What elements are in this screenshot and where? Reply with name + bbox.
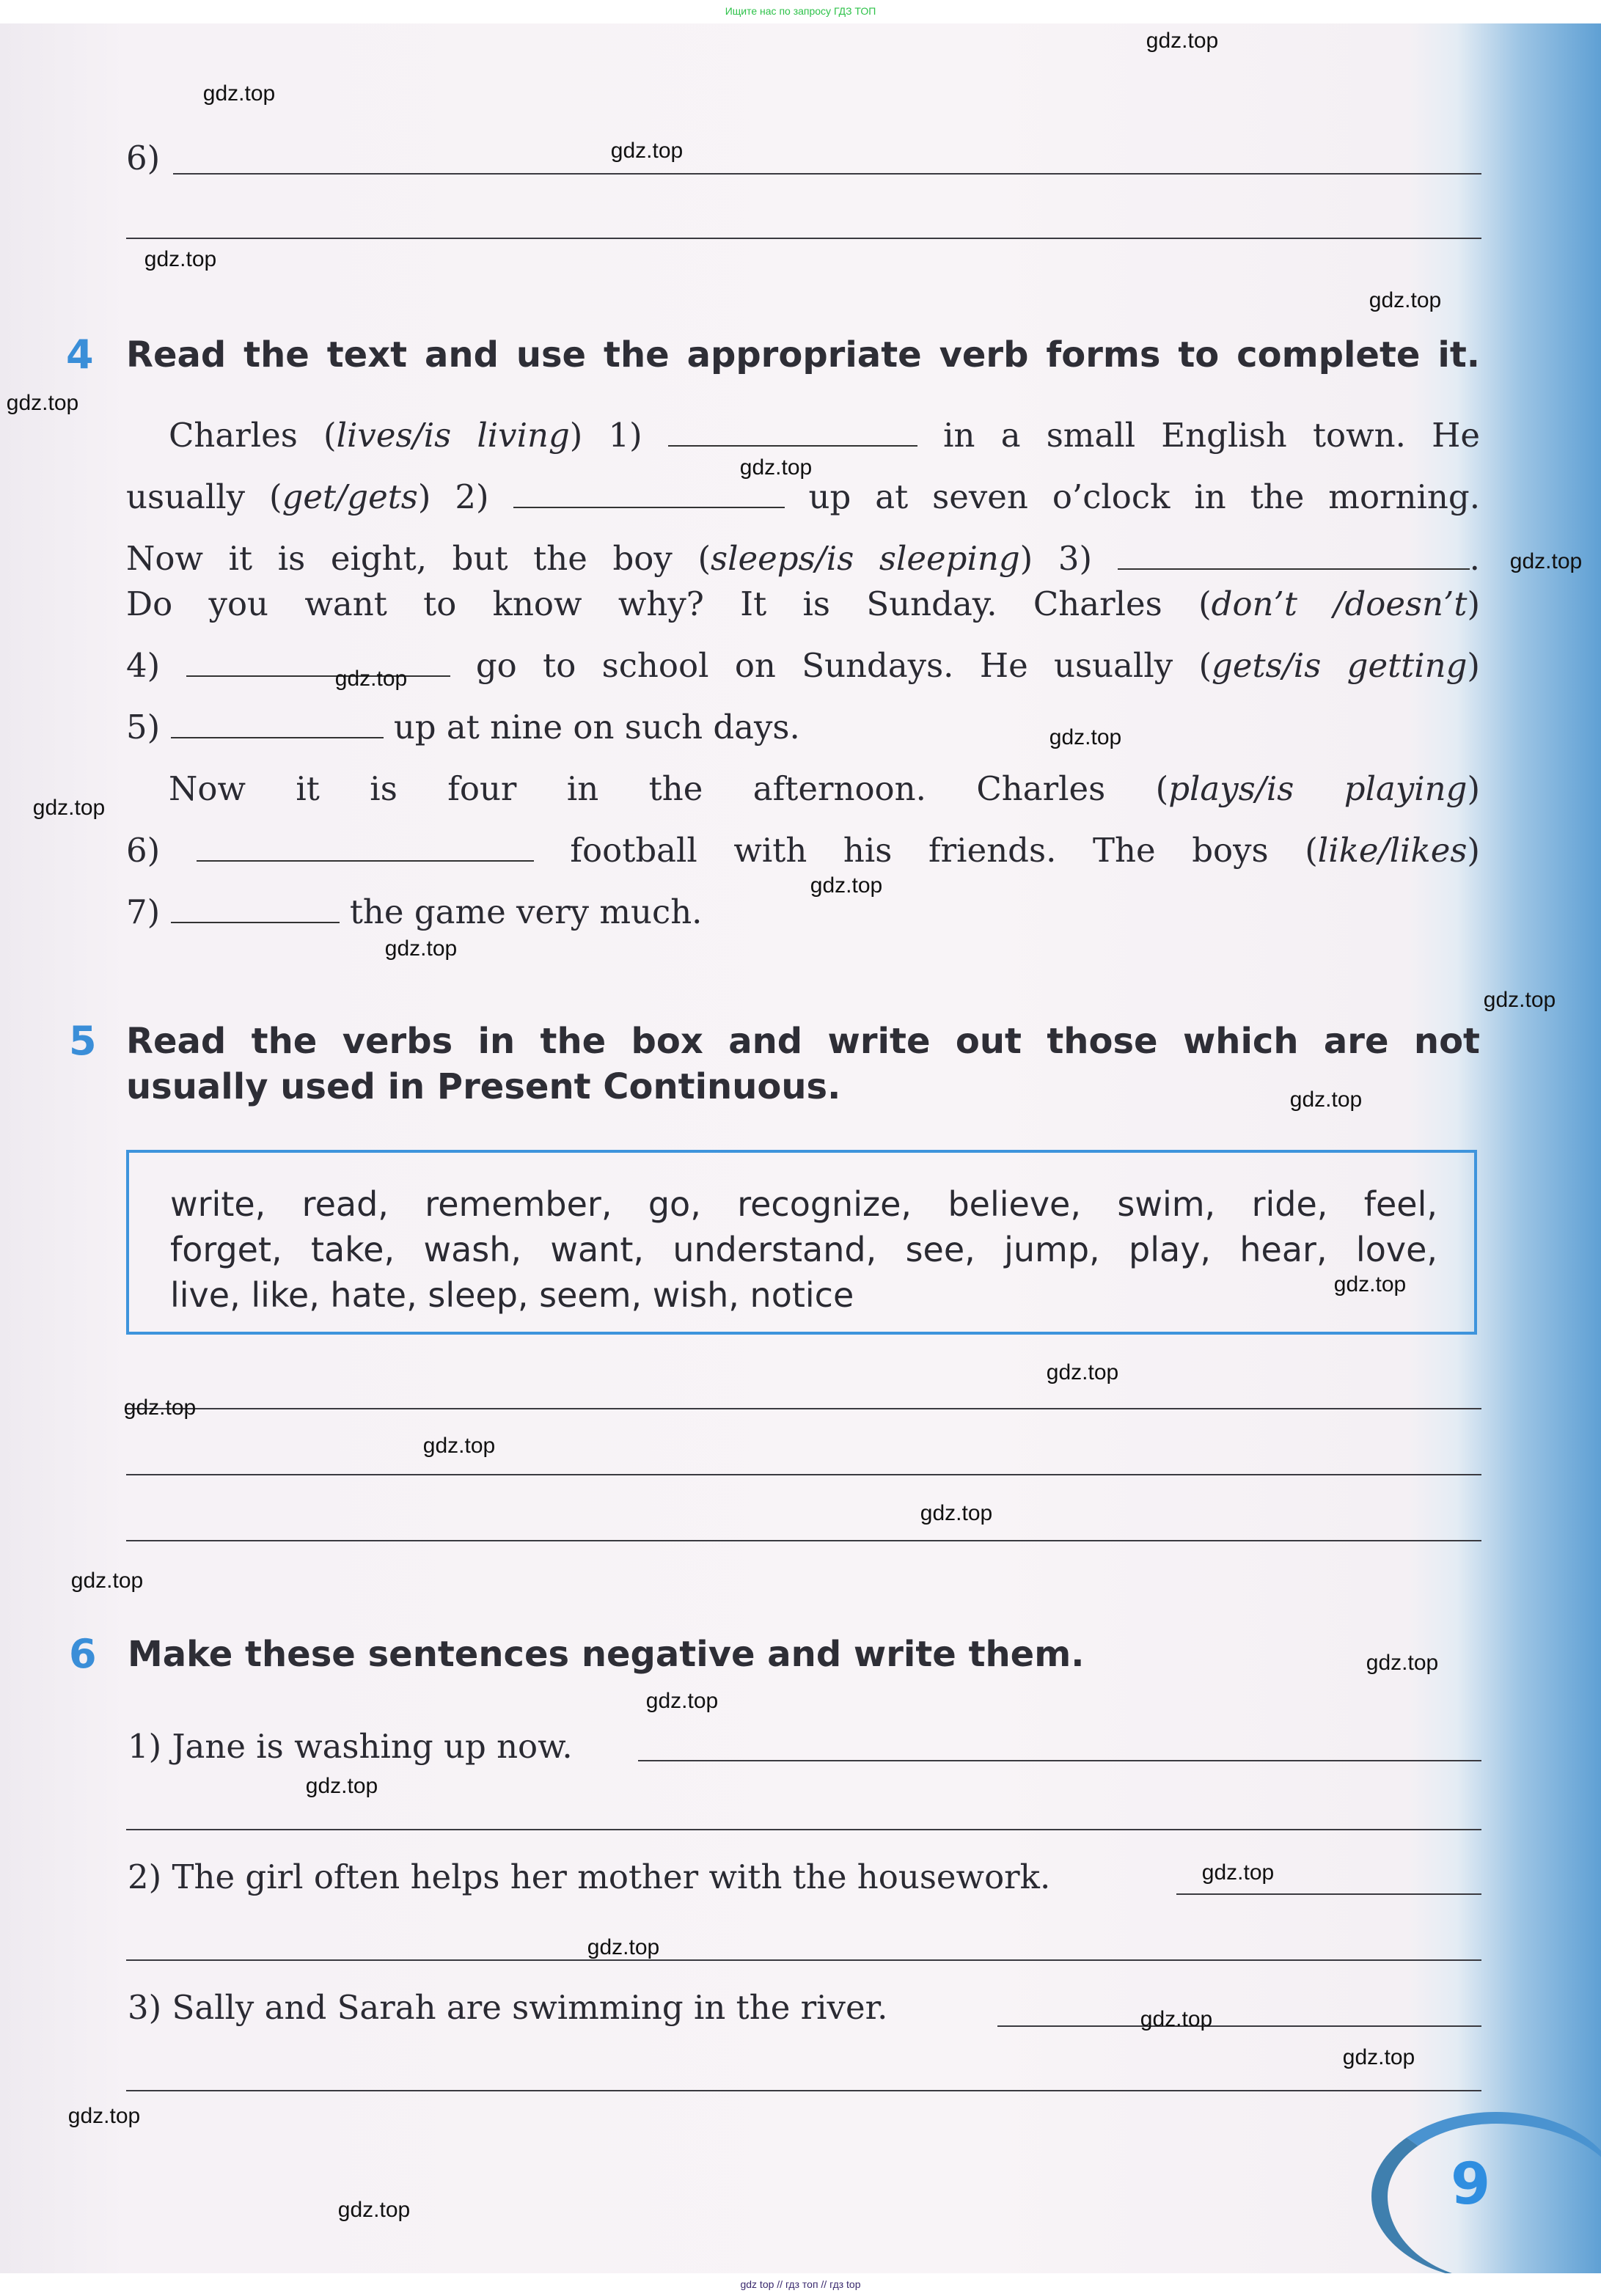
watermark: gdz.top — [6, 391, 79, 415]
verb-box — [126, 1150, 1477, 1335]
text: go to school on Sundays. He usually ( — [475, 646, 1212, 685]
text: up at seven o’clock in the morning. — [808, 477, 1481, 516]
blank-7[interactable] — [171, 892, 340, 923]
answer-line — [126, 238, 1481, 239]
answer-line[interactable] — [126, 1829, 1481, 1830]
exercise-title: Read the text and use the appropriate verb forms to complete it. — [126, 334, 1480, 375]
answer-line[interactable] — [997, 2025, 1481, 2027]
text: 6) — [126, 831, 161, 870]
sentence-1: 1) Jane is washing up now. — [128, 1727, 573, 1766]
watermark: gdz.top — [384, 936, 458, 961]
text-line — [169, 767, 1480, 811]
answer-line — [173, 173, 1481, 175]
verb-options: like/likes — [1317, 831, 1468, 870]
verb-options: sleeps/is sleeping — [711, 539, 1020, 578]
text: football with his friends. The boys ( — [570, 831, 1318, 870]
watermark: gdz.top — [1049, 725, 1122, 749]
text-line — [169, 414, 1480, 458]
text: ) 1) — [569, 416, 642, 455]
watermark: gdz.top — [1369, 288, 1442, 312]
watermark: gdz.top — [610, 139, 684, 163]
answer-line[interactable] — [126, 1540, 1481, 1541]
watermark: gdz.top — [1140, 2007, 1213, 2031]
watermark: gdz.top — [202, 81, 276, 106]
verb-options: lives/is living — [336, 416, 570, 455]
watermark: gdz.top — [920, 1501, 993, 1525]
text: Charles ( — [169, 416, 337, 455]
watermark: gdz.top — [422, 1434, 496, 1458]
text: ) — [1467, 646, 1480, 685]
verb-options: don’t /doesn’t — [1211, 584, 1468, 623]
watermark: gdz.top — [337, 2198, 411, 2222]
blank-5[interactable] — [171, 708, 384, 738]
watermark: gdz.top — [1201, 1860, 1275, 1885]
verb-options: get/gets — [282, 477, 418, 516]
sentence-3: 3) Sally and Sarah are swimming in the river. — [128, 1988, 888, 2027]
answer-line[interactable] — [638, 1760, 1481, 1761]
text: ) 3) — [1019, 539, 1093, 578]
sentence-2: 2) The girl often helps her mother with the housework. — [128, 1857, 1051, 1896]
watermark: gdz.top — [1289, 1088, 1363, 1112]
blank-4[interactable] — [186, 646, 450, 677]
text-line — [126, 705, 800, 749]
watermark: gdz.top — [1483, 988, 1556, 1012]
text: in a small English town. He — [943, 416, 1481, 455]
text: 4) — [126, 646, 161, 685]
exercise-title: Read the verbs in the box and write out those which are not — [126, 1021, 1480, 1062]
blank-2[interactable] — [513, 477, 785, 508]
text: Do you want to know why? It is Sunday. Charles ( — [126, 584, 1212, 623]
watermark: gdz.top — [587, 1935, 660, 1959]
verb-list-line: forget, take, wash, want, understand, see, jump, play, hear, love, — [170, 1230, 1437, 1269]
page-number: 9 — [1451, 2152, 1491, 2218]
watermark: gdz.top — [810, 873, 883, 898]
blank-6[interactable] — [197, 831, 534, 862]
watermark: gdz.top — [32, 796, 106, 820]
verb-options: plays/is playing — [1168, 769, 1468, 808]
watermark: gdz.top — [123, 1395, 197, 1420]
text: Now it is four in the afternoon. Charles ( — [169, 769, 1169, 808]
text: up at nine on such days. — [393, 708, 800, 747]
blank-3[interactable] — [1118, 539, 1470, 570]
text: Now it is eight, but the boy ( — [126, 539, 711, 578]
bottom-banner: gdz top // гдз топ // гдз top — [0, 2273, 1601, 2296]
blank-1[interactable] — [668, 416, 917, 447]
watermark: gdz.top — [1509, 549, 1583, 573]
text: ) — [1467, 584, 1480, 623]
text: 5) — [126, 708, 161, 747]
watermark: gdz.top — [70, 1569, 144, 1593]
text-line — [126, 582, 1480, 626]
answer-line[interactable] — [126, 2090, 1481, 2091]
watermark: gdz.top — [144, 247, 217, 271]
text-line — [126, 890, 703, 934]
text-line — [126, 475, 1480, 519]
watermark: gdz.top — [1342, 2045, 1415, 2069]
text-line — [126, 644, 1480, 688]
text: the game very much. — [349, 892, 703, 931]
text-line — [126, 537, 1480, 581]
text: 7) — [126, 892, 161, 931]
watermark: gdz.top — [305, 1774, 378, 1798]
watermark: gdz.top — [739, 455, 813, 480]
watermark: gdz.top — [67, 2104, 141, 2128]
watermark: gdz.top — [1146, 29, 1219, 53]
exercise-title: usually used in Present Continuous. — [126, 1066, 841, 1107]
verb-list-line: write, read, remember, go, recognize, believe, swim, ride, feel, — [170, 1184, 1437, 1224]
exercise-number: 6 — [69, 1631, 97, 1677]
answer-line[interactable] — [126, 1408, 1481, 1409]
ex3-item-6-label: 6) — [126, 139, 161, 177]
text: ) 2) — [417, 477, 489, 516]
exercise-number: 5 — [69, 1018, 97, 1064]
text: usually ( — [126, 477, 282, 516]
exercise-number: 4 — [66, 331, 94, 378]
watermark: gdz.top — [1046, 1360, 1119, 1384]
watermark: gdz.top — [1366, 1651, 1439, 1675]
verb-options: gets/is getting — [1212, 646, 1468, 685]
text: ) — [1467, 831, 1480, 870]
answer-line[interactable] — [126, 1474, 1481, 1475]
watermark: gdz.top — [334, 667, 408, 691]
verb-list-line: live, like, hate, sleep, seem, wish, notice — [170, 1275, 854, 1315]
watermark: gdz.top — [645, 1689, 719, 1713]
answer-line[interactable] — [1176, 1893, 1481, 1895]
text: ) — [1467, 769, 1481, 808]
exercise-title: Make these sentences negative and write them. — [128, 1634, 1085, 1675]
text-line — [126, 829, 1480, 873]
top-banner: Ищите нас по запросу ГДЗ ТОП — [0, 0, 1601, 23]
answer-line[interactable] — [126, 1959, 1481, 1961]
text: . — [1469, 539, 1480, 578]
watermark: gdz.top — [1333, 1272, 1407, 1296]
